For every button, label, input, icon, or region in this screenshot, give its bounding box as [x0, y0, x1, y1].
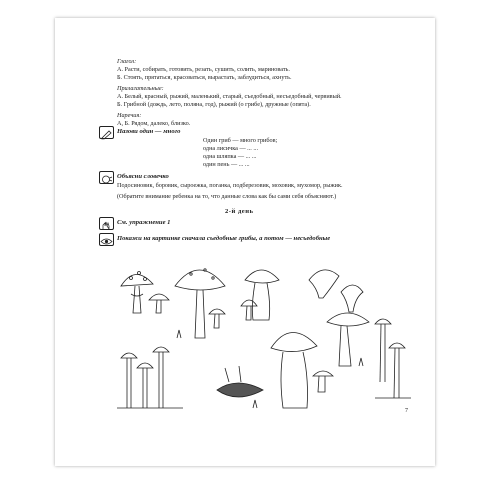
task1-line-2: одна лисичка — ... ... [203, 145, 259, 152]
task4-title: Покажи на картинке сначала съедобные грибы, а потом — несъедобные [117, 235, 331, 242]
task3-title: См. упражнение 1 [117, 219, 171, 226]
task1-line-1: Один гриб — много грибов; [203, 137, 278, 144]
verbs-line-b: Б. Стоять, прятаться, красоваться, вырастать, заблудиться, ахнуть. [117, 74, 292, 81]
adjectives-line-b: Б. Грибной (дождь, лето, поляна, год), рыжий (о грибе), дружные (опята). [117, 101, 311, 108]
task1-line-3: одна шляпка — ... ... [203, 153, 257, 160]
adjectives-heading: Прилагательные: [117, 85, 164, 92]
eye-icon [99, 233, 114, 246]
verbs-heading: Глагол: [117, 58, 137, 65]
pencil-hand-icon [99, 126, 114, 139]
adverbs-heading: Наречия: [117, 112, 142, 119]
book-page [55, 18, 435, 466]
speaking-head-icon [99, 171, 114, 184]
task1-title: Назови один — много [117, 128, 181, 135]
task1-line-4: один пень — ... ... [203, 161, 250, 168]
day2-title: 2-й день [225, 208, 254, 215]
task2-line-2: (Обратите внимание ребенка на то, что данные слова как бы сами себя объясняют.) [117, 193, 337, 200]
page-number: 7 [405, 408, 408, 414]
adverbs-line-a: А, Б. Рядом, далеко, близко. [117, 120, 191, 127]
verbs-line-a: А. Расти, собирать, готовить, резать, сушить, солить, мариновать. [117, 66, 290, 73]
adjectives-line-a: А. Белый, красный, рыжий, маленький, старый, съедобный, несъедобный, червивый. [117, 93, 342, 100]
task2-line-1: Подосиновик, боровик, сыроежка, поганка, подберезовик, моховик, мухомор, рыжик. [117, 182, 343, 189]
task2-title: Объясни словечко [117, 173, 169, 180]
hand-icon [99, 217, 114, 230]
mushrooms-illustration [113, 258, 413, 430]
